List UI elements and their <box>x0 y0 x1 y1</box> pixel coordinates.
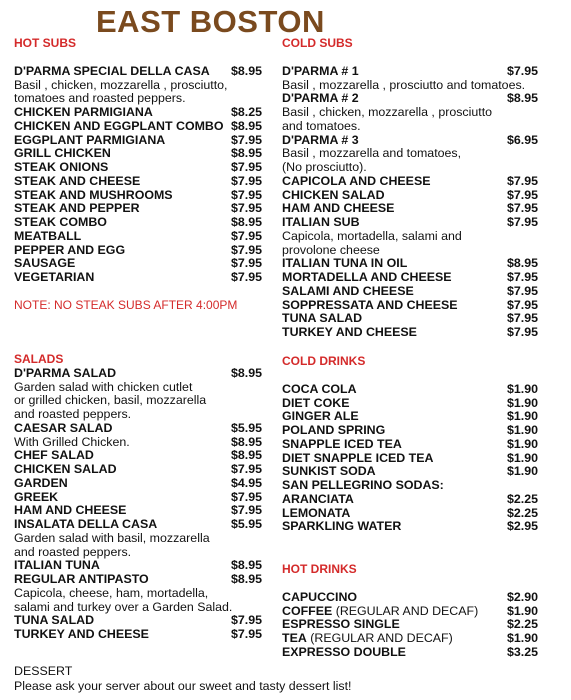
item-name: STEAK ONIONS <box>14 160 109 174</box>
item-price: $2.25 <box>506 505 538 520</box>
menu-item <box>282 465 538 479</box>
menu-item <box>282 257 538 271</box>
menu-item <box>282 493 538 507</box>
item-price: $7.95 <box>230 160 262 174</box>
item-description: and roasted peppers. <box>14 407 132 421</box>
item-price: $1.90 <box>506 395 538 410</box>
menu-item <box>282 216 538 230</box>
menu-item <box>14 230 262 244</box>
item-price: $8.95 <box>230 118 262 133</box>
item-price: $7.95 <box>230 613 262 628</box>
item-note: (REGULAR AND DECAF) <box>306 631 453 645</box>
item-name: SAN PELLEGRINO SODAS: <box>282 478 444 492</box>
menu-item <box>282 479 538 493</box>
salads-column <box>14 353 262 642</box>
hot-subs-list <box>14 65 262 285</box>
item-price: $1.90 <box>506 409 538 424</box>
menu-item <box>14 106 262 120</box>
item-name: COCA COLA <box>282 381 357 396</box>
steak-note: NOTE: NO STEAK SUBS AFTER 4:00PM <box>14 297 238 312</box>
item-price: $4.95 <box>230 475 262 490</box>
item-price: $7.95 <box>506 201 538 216</box>
item-price: $7.95 <box>230 132 262 147</box>
item-name: GREEK <box>14 489 59 504</box>
menu-item <box>282 326 538 340</box>
item-name: D'PARMA SPECIAL DELLA CASA <box>14 63 210 78</box>
item-price: $6.95 <box>506 132 538 147</box>
item-name: SPARKLING WATER <box>282 519 402 534</box>
item-name: ITALIAN SUB <box>282 215 360 229</box>
item-price: $8.25 <box>230 105 262 119</box>
item-name: D'PARMA # 1 <box>282 63 359 78</box>
item-name: SUNKIST SODA <box>282 464 376 479</box>
item-price: $1.90 <box>506 436 538 451</box>
item-name: STEAK AND PEPPER <box>14 201 140 216</box>
item-price: $8.95 <box>230 365 262 380</box>
dessert-heading: DESSERT <box>14 664 73 678</box>
item-name: CHICKEN SALAD <box>14 462 117 476</box>
item-price: $7.95 <box>506 173 538 188</box>
item-price: $2.95 <box>506 519 538 534</box>
item-name: EXPRESSO DOUBLE <box>282 644 406 659</box>
menu-item <box>282 397 538 411</box>
menu-item <box>14 175 262 189</box>
item-name: HAM AND CHEESE <box>14 503 127 518</box>
menu-item <box>14 202 262 216</box>
menu-item <box>14 449 262 463</box>
item-name: CAESAR SALAD <box>14 420 113 435</box>
item-price: $2.90 <box>506 589 538 604</box>
item-name: EGGPLANT PARMIGIANA <box>14 132 166 147</box>
menu-item-variant <box>14 436 262 450</box>
menu-item <box>282 410 538 424</box>
item-description: Garden salad with basil, mozzarella <box>14 530 210 545</box>
item-price: $7.95 <box>230 627 262 641</box>
item-price: $1.90 <box>506 603 538 618</box>
item-description: and roasted peppers. <box>14 544 132 559</box>
item-description: (No prosciutto). <box>282 160 367 174</box>
menu-item <box>14 147 262 161</box>
dessert-text: Please ask your server about our sweet and tasty dessert list! <box>14 679 352 693</box>
item-price: $7.95 <box>230 270 262 284</box>
item-name: GINGER ALE <box>282 409 359 424</box>
item-name: TURKEY AND CHEESE <box>282 325 417 339</box>
item-name: D'PARMA # 2 <box>282 91 359 106</box>
item-name: CAPUCCINO <box>282 589 358 604</box>
item-price: $7.95 <box>506 270 538 284</box>
menu-item <box>282 605 538 619</box>
item-price: $1.90 <box>506 450 538 465</box>
menu-item <box>14 161 262 175</box>
menu-item <box>14 614 262 628</box>
menu-item <box>14 120 262 134</box>
item-price: $7.95 <box>506 215 538 229</box>
item-name: ESPRESSO SINGLE <box>282 617 400 632</box>
item-name: VEGETARIAN <box>14 270 95 284</box>
item-name: SOPPRESSATA AND CHEESE <box>282 297 458 312</box>
item-name: POLAND SPRING <box>282 423 386 437</box>
menu-item <box>282 299 538 313</box>
section-title-cold-subs: COLD SUBS <box>282 36 353 50</box>
item-note: (REGULAR AND DECAF) <box>332 603 479 618</box>
item-price: $5.95 <box>230 420 262 435</box>
item-description: salami and turkey over a Garden Salad. <box>14 599 233 614</box>
cold-drinks-list <box>282 383 538 534</box>
item-name: REGULAR ANTIPASTO <box>14 572 149 586</box>
item-name: STEAK AND CHEESE <box>14 173 141 188</box>
item-name: MORTADELLA AND CHEESE <box>282 270 452 284</box>
item-description: provolone cheese <box>282 242 380 257</box>
item-name: ARANCIATA <box>282 491 354 506</box>
item-price: $8.95 <box>230 558 262 573</box>
item-price: $1.90 <box>506 423 538 437</box>
item-price: $7.95 <box>230 462 262 476</box>
left-column <box>14 37 262 313</box>
menu-item <box>14 491 262 505</box>
menu-item <box>14 65 262 79</box>
item-price: $8.95 <box>230 146 262 161</box>
item-description: tomatoes and roasted peppers. <box>14 91 186 106</box>
item-price: $7.95 <box>230 489 262 504</box>
item-name: TURKEY AND CHEESE <box>14 627 149 641</box>
item-name: SNAPPLE ICED TEA <box>282 436 402 451</box>
item-name: LEMONATA <box>282 505 351 520</box>
item-price: $8.95 <box>230 448 262 463</box>
hot-drinks-column <box>282 563 538 660</box>
item-price: $1.90 <box>506 631 538 645</box>
item-price: $3.25 <box>506 644 538 659</box>
item-price: $2.25 <box>506 491 538 506</box>
section-title-hot-drinks: HOT DRINKS <box>282 562 357 576</box>
menu-item <box>14 628 262 642</box>
item-name: D'PARMA SALAD <box>14 365 117 380</box>
menu-item <box>282 507 538 521</box>
item-name: HAM AND CHEESE <box>282 201 395 216</box>
item-name: CAPICOLA AND CHEESE <box>282 173 431 188</box>
hot-drinks-list <box>282 591 538 660</box>
menu-item <box>282 285 538 299</box>
item-name: TUNA SALAD <box>282 311 363 326</box>
menu-item <box>282 591 538 605</box>
menu-item <box>282 202 538 216</box>
item-description: or grilled chicken, basil, mozzarella <box>14 393 207 408</box>
item-name: TUNA SALAD <box>14 613 95 628</box>
item-price: $7.95 <box>506 297 538 312</box>
item-name: SALAMI AND CHEESE <box>282 283 414 298</box>
menu-item <box>282 312 538 326</box>
item-name: CHICKEN PARMIGIANA <box>14 105 153 119</box>
item-price: $1.90 <box>506 381 538 396</box>
item-description: With Grilled Chicken. <box>14 434 130 449</box>
menu-item <box>14 573 262 587</box>
item-name: GRILL CHICKEN <box>14 146 111 161</box>
menu-item <box>282 424 538 438</box>
menu-item <box>14 189 262 203</box>
section-title-hot-subs: HOT SUBS <box>14 36 77 50</box>
item-price: $1.90 <box>506 464 538 479</box>
cold-subs-column <box>282 37 538 340</box>
item-price: $7.95 <box>230 187 262 202</box>
menu-item <box>14 559 262 573</box>
menu-item <box>14 477 262 491</box>
item-name: CHICKEN SALAD <box>282 187 385 202</box>
item-name: CHICKEN AND EGGPLANT COMBO <box>14 118 224 133</box>
menu-item <box>282 134 538 148</box>
item-price: $7.95 <box>230 503 262 518</box>
item-description: Garden salad with chicken cutlet <box>14 379 193 394</box>
menu-item <box>282 452 538 466</box>
item-price: $7.95 <box>230 242 262 257</box>
item-name: ITALIAN TUNA <box>14 558 100 573</box>
item-name: D'PARMA # 3 <box>282 132 359 147</box>
item-price: $7.95 <box>506 187 538 202</box>
menu-item <box>282 520 538 534</box>
menu-item <box>282 646 538 660</box>
item-name: INSALATA DELLA CASA <box>14 517 158 531</box>
item-name: CHEF SALAD <box>14 448 94 463</box>
menu-item <box>282 438 538 452</box>
menu-item <box>14 463 262 477</box>
menu-item <box>14 134 262 148</box>
item-name: DIET SNAPPLE ICED TEA <box>282 450 434 465</box>
menu-item <box>282 175 538 189</box>
item-price: $7.95 <box>506 63 538 78</box>
item-description: Basil , mozzarella , prosciutto and tomatoes. <box>282 77 526 92</box>
menu-item <box>14 422 262 436</box>
item-name: SAUSAGE <box>14 256 76 271</box>
salads-list <box>14 367 262 642</box>
item-description: Basil , chicken, mozzarella , prosciutto <box>282 105 493 119</box>
menu-title: EAST BOSTON <box>96 4 325 39</box>
item-name: GARDEN <box>14 475 68 490</box>
menu-item <box>14 244 262 258</box>
menu-item <box>14 367 262 381</box>
menu-item <box>14 271 262 285</box>
item-price: $7.95 <box>506 325 538 339</box>
menu-item <box>282 92 538 106</box>
item-description: Capicola, mortadella, salami and <box>282 228 462 243</box>
item-name: TEA (REGULAR AND DECAF) <box>282 631 453 645</box>
item-name: COFFEE (REGULAR AND DECAF) <box>282 603 479 618</box>
section-title-cold-drinks: COLD DRINKS <box>282 354 366 368</box>
item-price: $8.95 <box>506 256 538 271</box>
item-name: STEAK AND MUSHROOMS <box>14 187 173 202</box>
item-name: ITALIAN TUNA IN OIL <box>282 256 408 271</box>
item-price: $7.95 <box>230 256 262 271</box>
item-price: $7.95 <box>230 228 262 243</box>
menu-item <box>14 257 262 271</box>
item-description: Basil , chicken, mozzarella , prosciutto, <box>14 77 228 92</box>
menu-item <box>14 504 262 518</box>
item-name: MEATBALL <box>14 228 82 243</box>
item-price: $8.95 <box>230 434 262 449</box>
item-price: $8.95 <box>230 63 262 78</box>
item-description: Capicola, cheese, ham, mortadella, <box>14 585 209 600</box>
item-name: STEAK COMBO <box>14 215 107 229</box>
item-price: $7.95 <box>506 311 538 326</box>
menu-item <box>282 383 538 397</box>
menu-item <box>282 189 538 203</box>
menu-item <box>282 632 538 646</box>
menu-item <box>14 216 262 230</box>
item-price: $8.95 <box>230 572 262 586</box>
menu-item <box>14 518 262 532</box>
cold-subs-list <box>282 65 538 340</box>
section-title-salads: SALADS <box>14 352 64 366</box>
item-price: $8.95 <box>230 215 262 229</box>
item-name: PEPPER AND EGG <box>14 242 126 257</box>
item-price: $5.95 <box>230 517 262 531</box>
menu-item <box>282 271 538 285</box>
item-description: and tomatoes. <box>282 118 361 133</box>
item-description: Basil , mozzarella and tomatoes, <box>282 146 462 161</box>
item-price: $8.95 <box>506 91 538 106</box>
item-name: DIET COKE <box>282 395 350 410</box>
cold-drinks-column <box>282 355 538 534</box>
item-price: $7.95 <box>230 201 262 216</box>
menu-item <box>282 65 538 79</box>
item-price: $7.95 <box>506 283 538 298</box>
item-price: $2.25 <box>506 617 538 632</box>
menu-item <box>282 618 538 632</box>
item-price: $7.95 <box>230 173 262 188</box>
